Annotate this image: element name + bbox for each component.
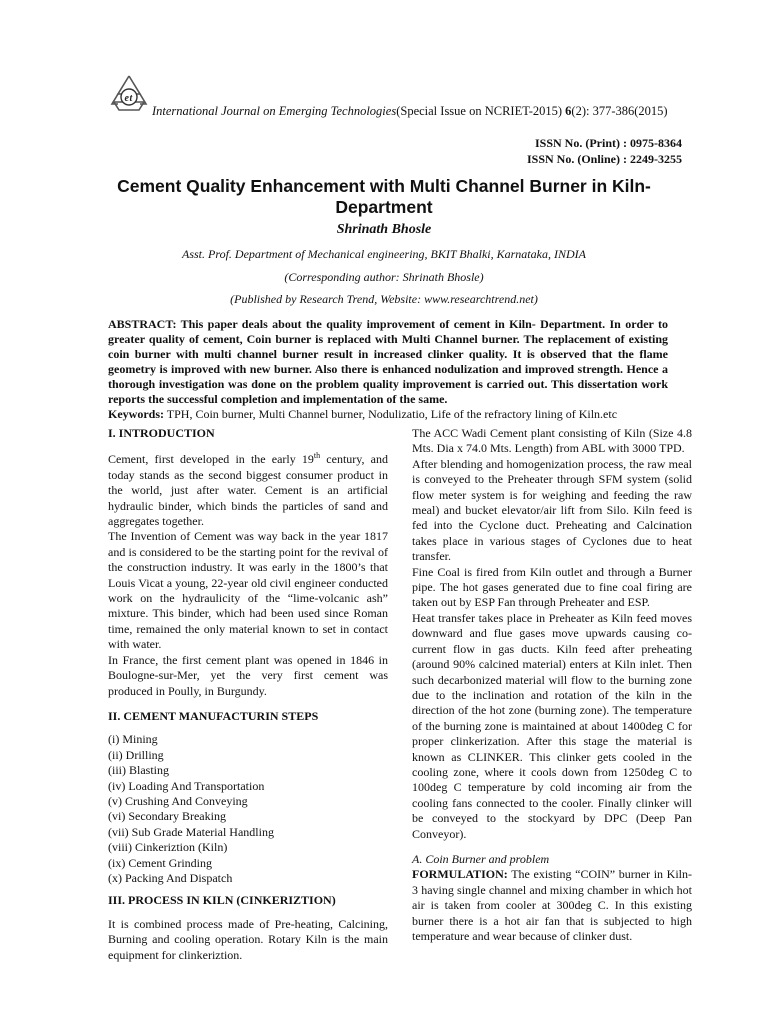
step-list-item: (x) Packing And Dispatch [108,870,233,885]
article-title: Cement Quality Enhancement with Multi Channel Burner in Kiln- Department [117,176,651,217]
subsection-heading-coin-burner: A. Coin Burner and problem [412,851,550,866]
step-list-item: (vii) Sub Grade Material Handling [108,824,274,839]
keywords-label: Keywords: [108,407,164,421]
corresponding-author: (Corresponding author: Shrinath Bhosle) [284,270,484,284]
journal-details: (Special Issue on NCRIET-2015) [396,104,566,118]
recycle-et-logo-icon [104,70,154,120]
intro-p1-text-b: century, and today stands as the second biggest consumer product in the world, just after water. Cement is an artificial hydraulic binder, which binds the particles of sand and aggregates together. [108,452,388,529]
svg-text:t: t [129,93,133,104]
step-list-item: (iii) Blasting [108,763,169,778]
formulation-text: The existing “COIN” burner in Kiln-3 having single channel and mixing chamber in which hot air is taken from cooler at 300deg C. In this existing burner there is a hot air fan that is subjected to high temperature and wear because of clinker dust. [412,867,692,943]
intro-p1-text-a: Cement, first developed in the early 19 [108,452,314,467]
publisher-line: (Published by Research Trend, Website: www.researchtrend.net) [230,292,538,306]
intro-p1-superscript: th [313,451,321,461]
journal-issue-pages: (2): 377-386(2015) [571,104,668,118]
left-column [108,426,388,963]
step-list-item: (iv) Loading And Transportation [108,778,265,793]
formulation-label: FORMULATION: [412,867,508,882]
journal-citation [152,104,668,119]
section-heading-steps: II. CEMENT MANUFACTURIN STEPS [108,708,319,723]
section-heading-process: III. PROCESS IN KILN (CINKERIZTION) [108,893,336,908]
heat-transfer-paragraph: Heat transfer takes place in Preheater as Kiln feed moves downward and flue gases move upwards causing co-current flow in gas ducts. Kiln feed after preheating (around 90% calcined material) enters at Kiln inlet. Then such decarbonized material will flow to the burning zone due to the inclination and rotation of the kiln in the direction of the hot zone (burning zone). The temperature of the burning zone is maintained at about 1400deg C for proper clinkerization. After this stage the material is known as CLINKER. This clinker gets cooled in the cooling zone, where it cools down from 1250deg C to 100deg C temperature by cold incoming air from the cooling fans connected to the cooler. Finally clinker will be conveyed to the stockyard by DPC (Deep Pan Conveyor). [412,610,692,841]
step-list-item: (i) Mining [108,732,158,747]
process-paragraph-1: It is combined process made of Pre-heating, Calcining, Burning and cooling operation. Rotary Kiln is the main equipment for clinkeriztion. [108,916,388,962]
step-list-item: (ii) Drilling [108,747,164,762]
coal-paragraph: Fine Coal is fired from Kiln outlet and through a Burner pipe. The hot gases generated due to fine coal firing are taken out by ESP Fan through Preheater and ESP. [412,564,692,610]
journal-name: International Journal on Emerging Technologies [152,104,397,118]
author-affiliation: Asst. Prof. Department of Mechanical engineering, BKIT Bhalki, Karnataka, INDIA [182,247,586,261]
section-heading-introduction: I. INTRODUCTION [108,426,215,440]
intro-paragraph-3: In France, the first cement plant was opened in 1846 in Boulogne-sur-Mer, yet the very first cement was produced in Poully, in Burgundy. [108,652,388,698]
issn-print: ISSN No. (Print) : 0975-8364 [535,136,682,150]
right-column [412,426,692,944]
abstract-block [108,317,668,422]
steps-list [108,732,388,886]
intro-paragraph-2: The Invention of Cement was way back in the year 1817 and is considered to be the starting point for the revival of the construction industry. It was early in the 1800’s that Louis Vicat a young, 22-year old civil engineer conducted work on the hydraulicity of the “lime-volcanic ash” mixture. This binder, which had been used since Roman time, remained the only material known to set in contact with water. [108,529,388,652]
step-list-item: (vi) Secondary Breaking [108,809,226,824]
journal-volume: 6 [565,104,572,118]
step-list-item: (viii) Cinkeriztion (Kiln) [108,840,228,855]
abstract-text: ABSTRACT: This paper deals about the quality improvement of cement in Kiln- Department. In order to greater quality of cement, Coin burner is replaced with Multi Channel burner. The replacement of existing coin burner with multi channel burner result in increased clinker quality. It is observed that the flame geometry is improved with new burner. Also there is enhanced nodulization and improved strength. Hence a thorough investigation was done on the problem quality improvement is carried out. This dissertation work reports the successful completion and implementation of the same. [108,317,668,406]
article-author: Shrinath Bhosle [336,222,432,237]
formulation-paragraph [412,867,692,944]
step-list-item: (v) Crushing And Conveying [108,793,248,808]
keywords-line [108,407,668,422]
intro-paragraph-1 [108,452,388,529]
keywords-text: TPH, Coin burner, Multi Channel burner, Nodulizatio, Life of the refractory lining of Kiln.etc [164,407,618,421]
issn-online: ISSN No. (Online) : 2249-3255 [526,152,682,166]
blending-paragraph: After blending and homogenization process, the raw meal is conveyed to the Preheater through SFM system (solid flow meter system is for weighing and feeding the raw meal) and bucket elevator/air lift from Silo. Kiln feed is fed into the Cyclone duct. Preheating and Calcination takes place in various stages of Cyclones due to heat transfer. [412,456,692,564]
step-list-item: (ix) Cement Grinding [108,855,212,870]
svg-text:e: e [124,93,129,104]
plant-paragraph: The ACC Wadi Cement plant consisting of Kiln (Size 4.8 Mts. Dia x 74.0 Mts. Length) from ABL with 3000 TPD. [412,426,692,456]
